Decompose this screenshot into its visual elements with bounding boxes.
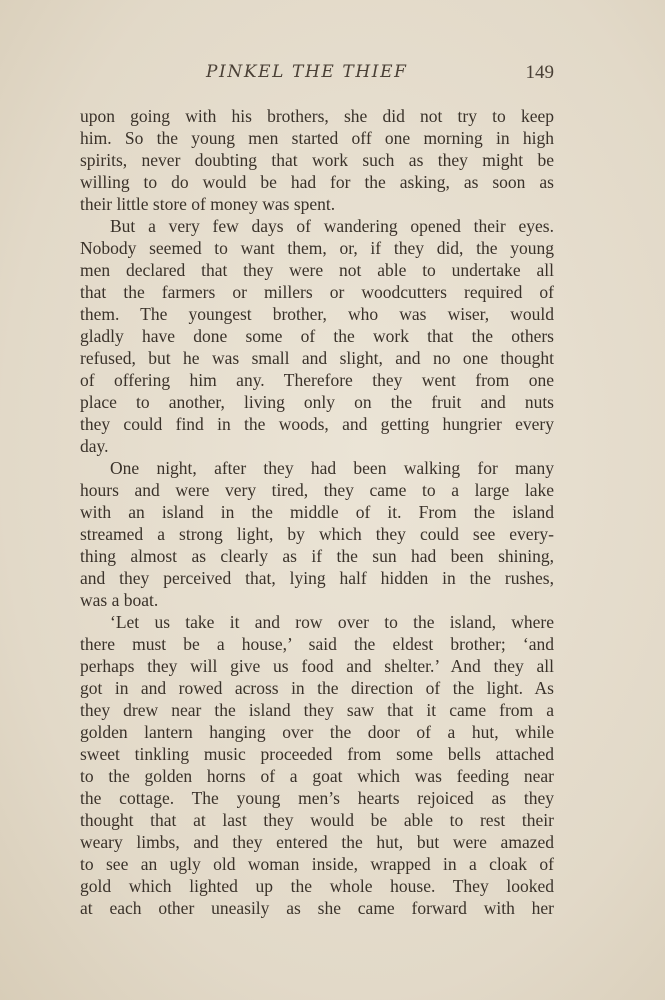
text-line: hours and were very tired, they came to a large lake [80, 480, 554, 500]
text-line: golden lantern hanging over the door of a hut, while [80, 722, 554, 742]
text-line: at each other uneasily as she came forward with her [80, 898, 554, 918]
text-line: place to another, living only on the fruit and nuts [80, 392, 554, 412]
page-header [80, 62, 554, 88]
text-line: weary limbs, and they entered the hut, but were amazed [80, 832, 554, 852]
text-line: they drew near the island they saw that it came from a [80, 700, 554, 720]
text-line: sweet tinkling music proceeded from some bells attached [80, 744, 554, 764]
text-line: there must be a house,’ said the eldest brother; ‘and [80, 634, 554, 654]
text-line: ‘Let us take it and row over to the island, where [110, 612, 554, 632]
text-line: upon going with his brothers, she did not try to keep [80, 106, 554, 126]
text-line: him. So the young men started off one morning in high [80, 128, 554, 148]
text-line: and they perceived that, lying half hidden in the rushes, [80, 568, 554, 588]
running-title: PINKEL THE THIEF [206, 62, 408, 82]
text-line: refused, but he was small and slight, and no one thought [80, 348, 554, 368]
text-line: thing almost as clearly as if the sun had been shining, [80, 546, 554, 566]
text-line: day. [80, 436, 109, 456]
text-line: But a very few days of wandering opened their eyes. [110, 216, 554, 236]
text-line: with an island in the middle of it. From the island [80, 502, 554, 522]
text-line: men declared that they were not able to undertake all [80, 260, 554, 280]
text-line: got in and rowed across in the direction of the light. As [80, 678, 554, 698]
text-line: gold which lighted up the whole house. They looked [80, 876, 554, 896]
text-line: that the farmers or millers or woodcutters required of [80, 282, 554, 302]
text-line: perhaps they will give us food and shelter.’ And they all [80, 656, 554, 676]
text-line: they could find in the woods, and getting hungrier every [80, 414, 554, 434]
text-line: One night, after they had been walking for many [110, 458, 554, 478]
text-line: Nobody seemed to want them, or, if they did, the young [80, 238, 554, 258]
text-line: streamed a strong light, by which they could see every- [80, 524, 554, 544]
text-line: spirits, never doubting that work such as they might be [80, 150, 554, 170]
text-line: to the golden horns of a goat which was feeding near [80, 766, 554, 786]
text-line: thought that at last they would be able to rest their [80, 810, 554, 830]
text-line: the cottage. The young men’s hearts rejoiced as they [80, 788, 554, 808]
text-line: to see an ugly old woman inside, wrapped in a cloak of [80, 854, 554, 874]
text-line: of offering him any. Therefore they went from one [80, 370, 554, 390]
text-line: their little store of money was spent. [80, 194, 336, 214]
text-line: gladly have done some of the work that the others [80, 326, 554, 346]
text-line: willing to do would be had for the asking, as soon as [80, 172, 554, 192]
text-line: them. The youngest brother, who was wiser, would [80, 304, 554, 324]
text-line: was a boat. [80, 590, 159, 610]
page-number: 149 [525, 62, 554, 83]
body-text [80, 105, 554, 919]
